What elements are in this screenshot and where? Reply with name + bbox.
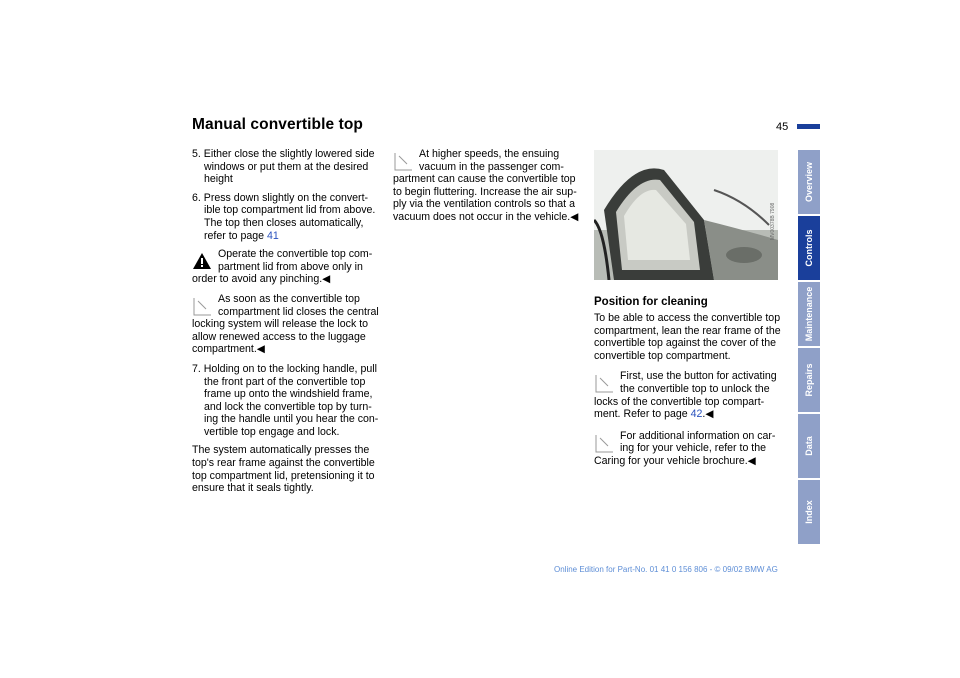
note-end: .◀ [702,408,714,421]
sidebar-tab-overview[interactable] [798,150,820,214]
warning-rest: order to avoid any pinching.◀ [192,273,331,286]
warning-icon [192,251,212,271]
info-note-speed [393,148,586,224]
sidebar-tab-data[interactable] [798,414,820,478]
section-heading: Position for cleaning [594,296,708,308]
column-middle [393,148,586,231]
convertible-top-illustration [594,150,778,280]
warning-line-2: partment lid from above only in [218,260,363,273]
step-6-text: 6. Press down slightly on the convert-ible top compartment lid from above. The top then closes automatically, refer to page [192,191,376,242]
footer-edition: Online Edition for Part-No. 01 41 0 156 806 - © 09/02 BMW AG [554,565,778,574]
column-right [594,312,786,475]
warning-note [192,248,384,286]
note-line-2: compartment lid closes the central [218,305,379,318]
note-rest: partment can cause the convertible top to begin fluttering. Increase the air sup-ply via the ventilation controls so that a vacuum does not occur in the vehicle.◀ [393,173,579,223]
info-note-icon [393,151,413,171]
closing-paragraph: The system automatically presses the top's rear frame against the convertible top compartment lid, pretensioning it to ensure that it seals tightly. [192,444,375,495]
note-line-1: As soon as the convertible top [218,292,360,305]
step-7: 7. Holding on to the locking handle, pull the front part of the convertible top frame up onto the windshield frame, and lock the convertible top by turn-ing the handle until you hear the con-vertible top engage and lock. [192,362,379,438]
note-rest: Caring for your vehicle brochure.◀ [594,454,756,467]
sidebar-tab-controls[interactable] [798,216,820,280]
sidebar-tab-label: Controls [804,229,814,267]
note-line-2: vacuum in the passenger com- [419,160,564,173]
section-sidebar [798,150,820,546]
step-6 [192,192,384,242]
sidebar-tab-label: Index [804,500,814,524]
page-41-link[interactable]: 41 [267,229,279,242]
sidebar-tab-label: Maintenance [804,286,814,342]
info-note-icon [594,433,614,453]
page-42-link[interactable]: 42 [690,408,703,421]
note-line-1: At higher speeds, the ensuing [419,148,560,160]
sidebar-tab-index[interactable] [798,480,820,544]
note-rest: locks of the convertible top compart-ment. Refer to page [594,395,765,421]
note-rest: locking system will release the lock to allow renewed access to the luggage compartment.◀ [192,318,369,356]
page-title: Manual convertible top [192,116,363,133]
note-line-1: First, use the button for activating [620,370,777,383]
sidebar-tab-label: Overview [804,161,814,203]
info-note-icon [594,373,614,393]
sidebar-tab-maintenance[interactable] [798,282,820,346]
info-note-lock [192,293,384,356]
note-line-2: ing for your vehicle, refer to the [620,442,767,455]
convertible-top-photo [594,150,778,280]
step-5: 5. Either close the slightly lowered side windows or put them at the desired height [192,148,375,186]
info-note-care [594,430,786,468]
sidebar-tab-repairs[interactable] [798,348,820,412]
cleaning-intro: To be able to access the convertible top compartment, lean the rear frame of the convertible top against the cover of the convertible top compartment. [594,312,781,362]
photo-code: MV00378B 7908 [770,202,776,240]
note-line-2: the convertible top to unlock the [620,382,770,395]
sidebar-tab-label: Repairs [804,363,814,397]
warning-line-1: Operate the convertible top com- [218,248,373,261]
page-number: 45 [776,121,789,133]
sidebar-tab-label: Data [804,436,814,456]
info-note-icon [192,296,212,316]
info-note-unlock [594,370,786,420]
page-number-tab [797,124,820,129]
column-left [192,148,384,501]
note-line-1: For additional information on car- [620,429,776,442]
